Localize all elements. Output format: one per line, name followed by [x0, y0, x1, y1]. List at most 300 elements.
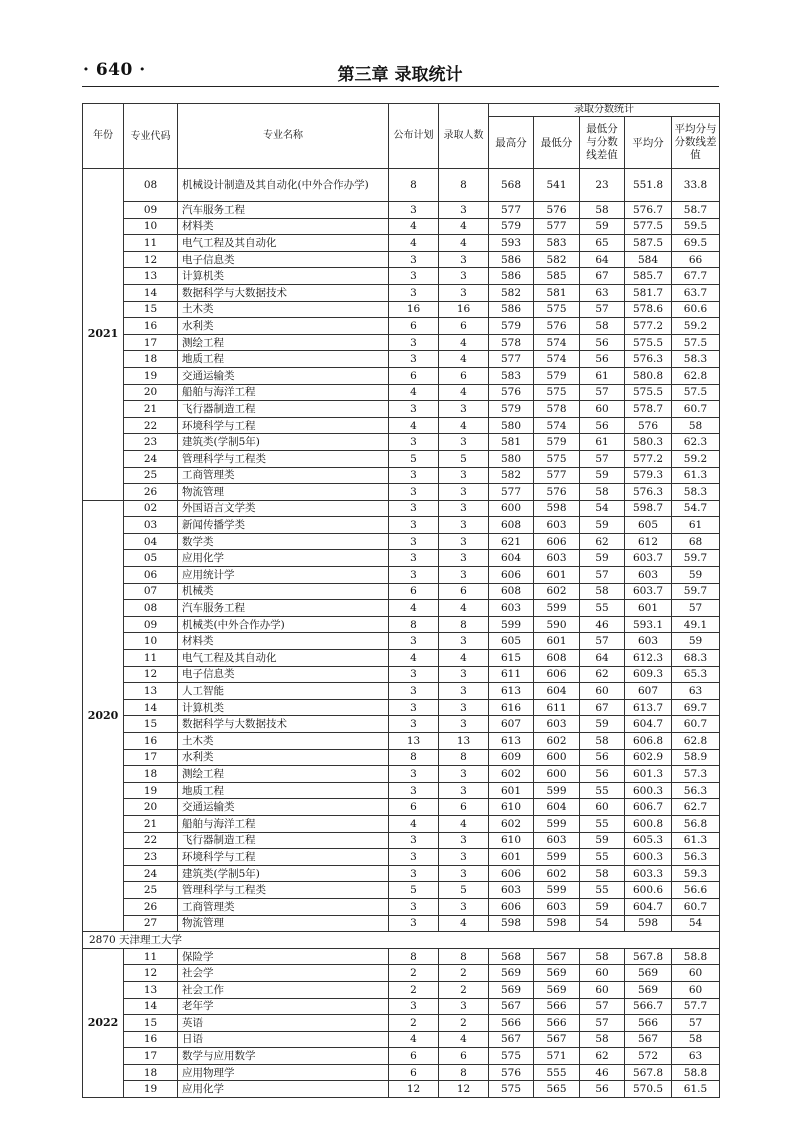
cell-min: 603: [534, 517, 580, 534]
cell-avg-diff: 56.3: [672, 782, 720, 799]
cell-min-diff: 46: [580, 1064, 625, 1081]
cell-min: 602: [534, 583, 580, 600]
cell-min-diff: 54: [580, 500, 625, 517]
cell-max: 603: [489, 882, 534, 899]
cell-avg: 569: [625, 981, 672, 998]
cell-avg: 603.7: [625, 583, 672, 600]
cell-name: 水利类: [178, 318, 389, 335]
cell-max: 602: [489, 815, 534, 832]
table-row: [83, 832, 720, 849]
cell-avg: 577.2: [625, 318, 672, 335]
cell-admitted: 3: [439, 500, 489, 517]
cell-plan: 3: [389, 202, 439, 219]
table-row: [83, 202, 720, 219]
cell-avg-diff: 63.7: [672, 284, 720, 301]
cell-plan: 8: [389, 948, 439, 965]
table-row: [83, 650, 720, 667]
page-header: [0, 0, 800, 100]
cell-avg-diff: 59.7: [672, 583, 720, 600]
cell-max: 577: [489, 484, 534, 501]
cell-avg-diff: 66: [672, 251, 720, 268]
cell-min: 599: [534, 882, 580, 899]
cell-min: 599: [534, 600, 580, 617]
cell-code: 23: [124, 849, 178, 866]
cell-max: 611: [489, 666, 534, 683]
cell-name: 飞行器制造工程: [178, 832, 389, 849]
table-row: [83, 484, 720, 501]
cell-avg: 603.7: [625, 550, 672, 567]
cell-min-diff: 58: [580, 1031, 625, 1048]
year-cell: 2022: [83, 948, 124, 1097]
cell-avg-diff: 58.9: [672, 749, 720, 766]
cell-name: 社会工作: [178, 981, 389, 998]
cell-avg-diff: 61.3: [672, 467, 720, 484]
cell-admitted: 4: [439, 334, 489, 351]
cell-plan: 6: [389, 318, 439, 335]
cell-max: 601: [489, 849, 534, 866]
cell-admitted: 4: [439, 915, 489, 932]
header-min-diff: 最低分与分数线差值: [580, 117, 625, 169]
cell-name: 测绘工程: [178, 334, 389, 351]
cell-avg: 598: [625, 915, 672, 932]
cell-name: 地质工程: [178, 351, 389, 368]
table-row: [83, 1081, 720, 1098]
cell-name: 交通运输类: [178, 799, 389, 816]
cell-name: 地质工程: [178, 782, 389, 799]
cell-code: 09: [124, 202, 178, 219]
cell-min-diff: 55: [580, 849, 625, 866]
cell-code: 02: [124, 500, 178, 517]
cell-name: 船舶与海洋工程: [178, 815, 389, 832]
cell-min-diff: 56: [580, 766, 625, 783]
cell-admitted: 3: [439, 268, 489, 285]
header-max: 最高分: [489, 117, 534, 169]
cell-plan: 2: [389, 981, 439, 998]
cell-max: 607: [489, 716, 534, 733]
cell-min-diff: 56: [580, 351, 625, 368]
cell-min: 576: [534, 318, 580, 335]
cell-avg-diff: 61.3: [672, 832, 720, 849]
table-row: [83, 467, 720, 484]
cell-name: 交通运输类: [178, 367, 389, 384]
table-row: [83, 434, 720, 451]
cell-plan: 3: [389, 865, 439, 882]
cell-avg-diff: 69.5: [672, 235, 720, 252]
page-number: · 640 ·: [83, 60, 146, 80]
cell-plan: 3: [389, 284, 439, 301]
cell-code: 19: [124, 782, 178, 799]
cell-name: 社会学: [178, 965, 389, 982]
cell-plan: 3: [389, 268, 439, 285]
cell-avg: 605: [625, 517, 672, 534]
cell-plan: 6: [389, 799, 439, 816]
cell-min-diff: 59: [580, 716, 625, 733]
cell-name: 英语: [178, 1015, 389, 1032]
cell-admitted: 5: [439, 450, 489, 467]
cell-admitted: 3: [439, 567, 489, 584]
cell-avg-diff: 59: [672, 567, 720, 584]
table-row: [83, 334, 720, 351]
cell-avg-diff: 62.8: [672, 367, 720, 384]
cell-min-diff: 65: [580, 235, 625, 252]
cell-plan: 3: [389, 401, 439, 418]
cell-plan: 3: [389, 434, 439, 451]
cell-plan: 5: [389, 882, 439, 899]
cell-min-diff: 60: [580, 965, 625, 982]
cell-plan: 3: [389, 915, 439, 932]
cell-admitted: 4: [439, 1031, 489, 1048]
cell-name: 应用化学: [178, 1081, 389, 1098]
cell-plan: 3: [389, 567, 439, 584]
cell-code: 22: [124, 417, 178, 434]
cell-admitted: 2: [439, 965, 489, 982]
cell-admitted: 4: [439, 384, 489, 401]
cell-plan: 4: [389, 384, 439, 401]
cell-min: 565: [534, 1081, 580, 1098]
cell-admitted: 6: [439, 318, 489, 335]
cell-name: 工商管理类: [178, 898, 389, 915]
cell-avg: 593.1: [625, 616, 672, 633]
header-code: 专业代码: [124, 104, 178, 169]
cell-name: 新闻传播学类: [178, 517, 389, 534]
cell-admitted: 4: [439, 650, 489, 667]
cell-max: 613: [489, 683, 534, 700]
cell-code: 15: [124, 1015, 178, 1032]
cell-avg-diff: 57.5: [672, 384, 720, 401]
cell-code: 12: [124, 251, 178, 268]
cell-avg: 600.8: [625, 815, 672, 832]
cell-name: 机械类: [178, 583, 389, 600]
cell-name: 工商管理类: [178, 467, 389, 484]
cell-max: 568: [489, 169, 534, 202]
cell-min-diff: 59: [580, 517, 625, 534]
cell-plan: 6: [389, 367, 439, 384]
cell-min: 581: [534, 284, 580, 301]
cell-min: 601: [534, 633, 580, 650]
cell-avg: 600.3: [625, 782, 672, 799]
cell-avg-diff: 59.5: [672, 218, 720, 235]
cell-min: 611: [534, 699, 580, 716]
cell-min-diff: 56: [580, 334, 625, 351]
cell-plan: 8: [389, 749, 439, 766]
cell-max: 621: [489, 533, 534, 550]
cell-plan: 3: [389, 898, 439, 915]
cell-avg-diff: 59.2: [672, 450, 720, 467]
cell-plan: 3: [389, 683, 439, 700]
table-row: [83, 948, 720, 965]
cell-min: 608: [534, 650, 580, 667]
cell-avg-diff: 59.3: [672, 865, 720, 882]
cell-plan: 3: [389, 517, 439, 534]
cell-plan: 4: [389, 235, 439, 252]
cell-avg: 570.5: [625, 1081, 672, 1098]
cell-min-diff: 56: [580, 1081, 625, 1098]
cell-min: 600: [534, 749, 580, 766]
cell-admitted: 3: [439, 533, 489, 550]
cell-min: 598: [534, 500, 580, 517]
cell-avg: 576.3: [625, 351, 672, 368]
header-name: 专业名称: [178, 104, 389, 169]
table-row: [83, 782, 720, 799]
header-admitted: 录取人数: [439, 104, 489, 169]
cell-min: 567: [534, 1031, 580, 1048]
cell-plan: 3: [389, 633, 439, 650]
cell-avg: 578.7: [625, 401, 672, 418]
cell-admitted: 12: [439, 1081, 489, 1098]
cell-code: 19: [124, 367, 178, 384]
cell-admitted: 3: [439, 782, 489, 799]
cell-name: 外国语言文学类: [178, 500, 389, 517]
cell-admitted: 16: [439, 301, 489, 318]
table-row: [83, 749, 720, 766]
table-row: [83, 998, 720, 1015]
cell-avg: 572: [625, 1048, 672, 1065]
cell-min-diff: 58: [580, 484, 625, 501]
cell-code: 12: [124, 965, 178, 982]
cell-max: 580: [489, 417, 534, 434]
cell-min: 555: [534, 1064, 580, 1081]
cell-min: 600: [534, 766, 580, 783]
table-row: [83, 1064, 720, 1081]
cell-avg-diff: 57.7: [672, 998, 720, 1015]
cell-code: 19: [124, 1081, 178, 1098]
cell-name: 数学类: [178, 533, 389, 550]
cell-min: 601: [534, 567, 580, 584]
cell-min-diff: 61: [580, 367, 625, 384]
cell-admitted: 2: [439, 981, 489, 998]
cell-name: 材料类: [178, 218, 389, 235]
cell-min: 577: [534, 218, 580, 235]
cell-admitted: 8: [439, 948, 489, 965]
cell-max: 610: [489, 799, 534, 816]
table-row: [83, 583, 720, 600]
cell-min-diff: 60: [580, 683, 625, 700]
cell-avg: 580.8: [625, 367, 672, 384]
cell-plan: 2: [389, 965, 439, 982]
cell-max: 615: [489, 650, 534, 667]
cell-max: 606: [489, 567, 534, 584]
cell-min: 576: [534, 202, 580, 219]
cell-avg-diff: 56.3: [672, 849, 720, 866]
cell-min: 603: [534, 832, 580, 849]
cell-avg-diff: 60.6: [672, 301, 720, 318]
cell-min: 599: [534, 782, 580, 799]
cell-plan: 13: [389, 733, 439, 750]
cell-max: 616: [489, 699, 534, 716]
cell-min-diff: 58: [580, 733, 625, 750]
cell-admitted: 3: [439, 832, 489, 849]
cell-max: 602: [489, 766, 534, 783]
cell-name: 建筑类(学制5年): [178, 434, 389, 451]
cell-min-diff: 63: [580, 284, 625, 301]
cell-name: 管理科学与工程类: [178, 882, 389, 899]
cell-avg-diff: 57.5: [672, 334, 720, 351]
cell-min-diff: 62: [580, 533, 625, 550]
cell-code: 18: [124, 1064, 178, 1081]
cell-plan: 4: [389, 815, 439, 832]
table-row: [83, 533, 720, 550]
cell-min: 578: [534, 401, 580, 418]
table-row: [83, 600, 720, 617]
cell-min-diff: 60: [580, 799, 625, 816]
table-row: [83, 1031, 720, 1048]
cell-name: 土木类: [178, 733, 389, 750]
cell-max: 581: [489, 434, 534, 451]
table-row: [83, 500, 720, 517]
header-min: 最低分: [534, 117, 580, 169]
cell-plan: 3: [389, 832, 439, 849]
cell-avg-diff: 49.1: [672, 616, 720, 633]
header-score-group: 录取分数统计: [489, 104, 720, 117]
cell-admitted: 8: [439, 749, 489, 766]
cell-plan: 12: [389, 1081, 439, 1098]
cell-name: 环境科学与工程: [178, 417, 389, 434]
cell-min-diff: 62: [580, 1048, 625, 1065]
table-header: [83, 104, 720, 169]
cell-avg: 603: [625, 567, 672, 584]
university-row: [83, 932, 720, 949]
cell-code: 11: [124, 235, 178, 252]
cell-min: 576: [534, 484, 580, 501]
table-row: [83, 318, 720, 335]
cell-name: 电子信息类: [178, 251, 389, 268]
cell-plan: 3: [389, 467, 439, 484]
cell-admitted: 3: [439, 766, 489, 783]
cell-admitted: 3: [439, 202, 489, 219]
table-row: [83, 284, 720, 301]
cell-min-diff: 54: [580, 915, 625, 932]
cell-avg: 585.7: [625, 268, 672, 285]
cell-name: 人工智能: [178, 683, 389, 700]
cell-max: 610: [489, 832, 534, 849]
cell-max: 586: [489, 251, 534, 268]
cell-avg: 600.3: [625, 849, 672, 866]
cell-min: 603: [534, 550, 580, 567]
cell-avg: 567.8: [625, 948, 672, 965]
cell-plan: 3: [389, 334, 439, 351]
cell-min: 602: [534, 733, 580, 750]
table-row: [83, 799, 720, 816]
cell-min-diff: 60: [580, 981, 625, 998]
cell-plan: 3: [389, 251, 439, 268]
cell-avg-diff: 54.7: [672, 500, 720, 517]
cell-code: 03: [124, 517, 178, 534]
cell-plan: 4: [389, 218, 439, 235]
cell-max: 606: [489, 898, 534, 915]
cell-min: 577: [534, 467, 580, 484]
cell-code: 04: [124, 533, 178, 550]
cell-avg: 580.3: [625, 434, 672, 451]
cell-avg: 609.3: [625, 666, 672, 683]
cell-avg: 576: [625, 417, 672, 434]
cell-avg: 605.3: [625, 832, 672, 849]
cell-avg-diff: 63: [672, 1048, 720, 1065]
cell-name: 汽车服务工程: [178, 202, 389, 219]
table-row: [83, 384, 720, 401]
cell-min-diff: 57: [580, 450, 625, 467]
cell-plan: 3: [389, 484, 439, 501]
cell-plan: 3: [389, 782, 439, 799]
cell-name: 电气工程及其自动化: [178, 235, 389, 252]
cell-plan: 3: [389, 666, 439, 683]
cell-max: 576: [489, 1064, 534, 1081]
cell-avg-diff: 62.3: [672, 434, 720, 451]
cell-admitted: 8: [439, 616, 489, 633]
table-row: [83, 699, 720, 716]
cell-admitted: 6: [439, 1048, 489, 1065]
header-avg-diff: 平均分与分数线差值: [672, 117, 720, 169]
cell-min: 579: [534, 367, 580, 384]
cell-code: 08: [124, 169, 178, 202]
cell-max: 603: [489, 600, 534, 617]
cell-min: 574: [534, 417, 580, 434]
cell-max: 579: [489, 218, 534, 235]
cell-avg: 603: [625, 633, 672, 650]
cell-avg-diff: 57: [672, 1015, 720, 1032]
cell-code: 11: [124, 650, 178, 667]
cell-max: 576: [489, 384, 534, 401]
cell-max: 575: [489, 1081, 534, 1098]
cell-min-diff: 59: [580, 218, 625, 235]
cell-avg-diff: 58: [672, 417, 720, 434]
cell-avg: 567: [625, 1031, 672, 1048]
cell-admitted: 3: [439, 484, 489, 501]
cell-admitted: 3: [439, 434, 489, 451]
cell-avg-diff: 62.7: [672, 799, 720, 816]
cell-min: 566: [534, 1015, 580, 1032]
cell-min-diff: 64: [580, 650, 625, 667]
cell-min: 604: [534, 683, 580, 700]
table-row: [83, 268, 720, 285]
cell-plan: 4: [389, 417, 439, 434]
cell-avg: 606.7: [625, 799, 672, 816]
cell-code: 12: [124, 666, 178, 683]
cell-max: 568: [489, 948, 534, 965]
cell-code: 20: [124, 384, 178, 401]
cell-avg-diff: 68.3: [672, 650, 720, 667]
cell-code: 07: [124, 583, 178, 600]
table-row: [83, 616, 720, 633]
cell-min: 604: [534, 799, 580, 816]
cell-code: 10: [124, 218, 178, 235]
table-row: [83, 882, 720, 899]
cell-max: 600: [489, 500, 534, 517]
cell-admitted: 6: [439, 799, 489, 816]
cell-code: 09: [124, 616, 178, 633]
cell-name: 材料类: [178, 633, 389, 650]
cell-admitted: 3: [439, 898, 489, 915]
cell-avg: 566.7: [625, 998, 672, 1015]
cell-min-diff: 58: [580, 948, 625, 965]
cell-code: 26: [124, 898, 178, 915]
cell-max: 586: [489, 268, 534, 285]
cell-avg: 604.7: [625, 898, 672, 915]
cell-avg: 602.9: [625, 749, 672, 766]
year-cell: 2020: [83, 500, 124, 931]
cell-avg-diff: 61.5: [672, 1081, 720, 1098]
table-row: [83, 915, 720, 932]
cell-avg: 612.3: [625, 650, 672, 667]
cell-admitted: 4: [439, 351, 489, 368]
cell-code: 06: [124, 567, 178, 584]
cell-max: 593: [489, 235, 534, 252]
cell-admitted: 2: [439, 1015, 489, 1032]
table-row: [83, 567, 720, 584]
table-row: [83, 550, 720, 567]
cell-avg: 601.3: [625, 766, 672, 783]
cell-name: 计算机类: [178, 268, 389, 285]
cell-min-diff: 58: [580, 202, 625, 219]
